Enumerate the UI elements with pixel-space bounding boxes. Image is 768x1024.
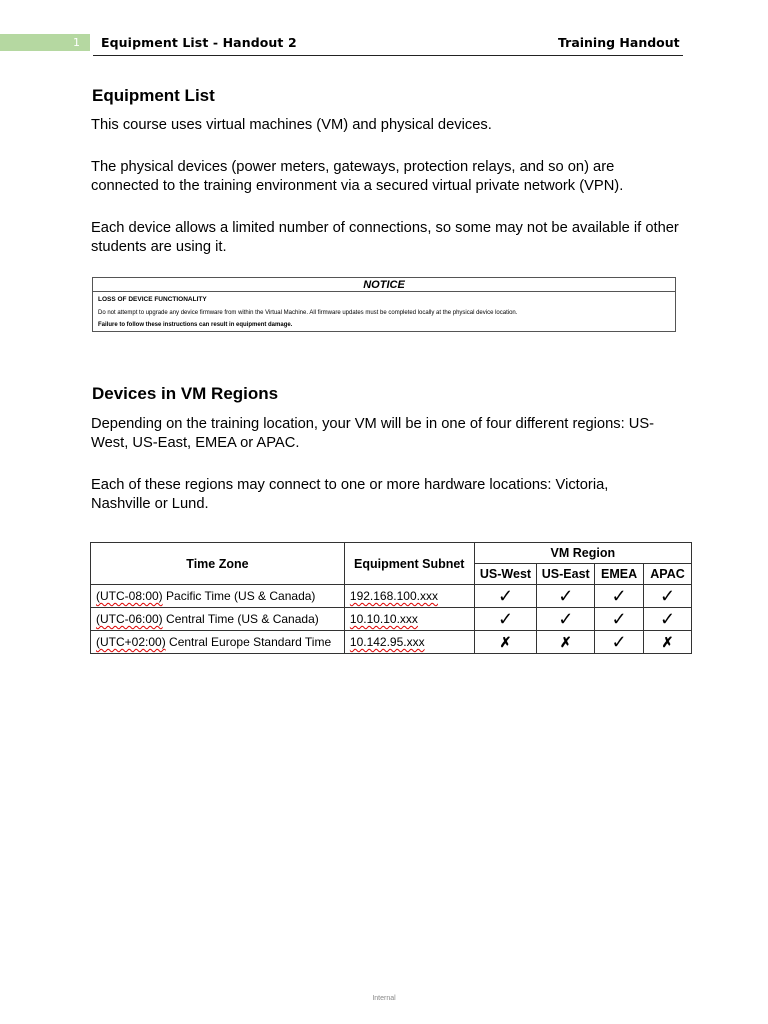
table-row — [91, 585, 692, 608]
connections-paragraph: Each device allows a limited number of connections, so some may not be available if other students are using it. — [91, 220, 679, 255]
subnet-cell — [344, 631, 474, 654]
header-region-emea: EMEA — [595, 564, 644, 585]
physical-devices-paragraph: The physical devices (power meters, gateways, protection relays, and so on) are connected to the training environment via a secured virtual private network (VPN). — [91, 159, 624, 194]
intro-paragraph: This course uses virtual machines (VM) and physical devices. — [91, 117, 492, 133]
document-title: Equipment List - Handout 2 — [101, 35, 297, 50]
zone-name: Central Europe Standard Time — [165, 635, 332, 649]
time-zone-cell — [91, 631, 345, 654]
time-zone-cell — [91, 585, 345, 608]
time-zone-cell — [91, 608, 345, 631]
classification-footer: Internal — [372, 995, 396, 1002]
zone-name: Pacific Time (US & Canada) — [162, 589, 316, 603]
check-icon: ✓ — [644, 608, 692, 631]
check-icon: ✓ — [474, 608, 537, 631]
check-icon: ✓ — [595, 631, 644, 654]
header-region-us-west: US-West — [474, 564, 537, 585]
notice-title: NOTICE — [93, 278, 675, 292]
check-icon: ✓ — [644, 585, 692, 608]
zone-name: Central Time (US & Canada) — [162, 612, 319, 626]
region-table — [90, 542, 692, 654]
notice-box — [92, 277, 676, 332]
cross-icon: ✗ — [644, 631, 692, 654]
subnet-value: 10.10.10.xxx — [349, 612, 418, 626]
header-time-zone: Time Zone — [91, 543, 345, 585]
check-icon: ✓ — [537, 585, 595, 608]
subnet-value: 192.168.100.xxx — [349, 589, 438, 603]
table-row — [91, 631, 692, 654]
subnet-cell — [344, 608, 474, 631]
table-row — [91, 608, 692, 631]
subnet-cell — [344, 585, 474, 608]
cross-icon: ✗ — [537, 631, 595, 654]
notice-body: Do not attempt to upgrade any device firmware from within the Virtual Machine. All firmware updates must be completed locally at the physical device location. — [98, 310, 518, 316]
check-icon: ✓ — [474, 585, 537, 608]
cross-icon: ✗ — [474, 631, 537, 654]
notice-warning: Failure to follow these instructions can result in equipment damage. — [98, 322, 293, 328]
header-divider — [93, 55, 683, 56]
section-heading-equipment-list: Equipment List — [92, 86, 215, 105]
header-vm-region: VM Region — [474, 543, 691, 564]
header-label: Training Handout — [558, 35, 680, 50]
header-subnet — [344, 543, 474, 585]
section-heading-devices: Devices in VM Regions — [92, 384, 279, 403]
header-subnet-label: Equipment Subnet — [354, 556, 465, 571]
check-icon: ✓ — [595, 585, 644, 608]
check-icon: ✓ — [595, 608, 644, 631]
page-number: 1 — [0, 34, 90, 51]
utc-offset: (UTC-08:00) — [96, 589, 163, 603]
header-region-apac: APAC — [644, 564, 692, 585]
subnet-value: 10.142.95.xxx — [349, 635, 425, 649]
notice-heading: LOSS OF DEVICE FUNCTIONALITY — [98, 296, 207, 303]
header-region-us-east: US-East — [537, 564, 595, 585]
hardware-locations-paragraph: Each of these regions may connect to one or more hardware locations: Victoria, Nashville or Lund. — [91, 477, 609, 512]
utc-offset: (UTC+02:00) — [96, 635, 166, 649]
regions-paragraph: Depending on the training location, your VM will be in one of four different regions: US-West, US-East, EMEA or APAC. — [91, 416, 655, 451]
check-icon: ✓ — [537, 608, 595, 631]
page-header — [0, 34, 768, 54]
utc-offset: (UTC-06:00) — [96, 612, 163, 626]
